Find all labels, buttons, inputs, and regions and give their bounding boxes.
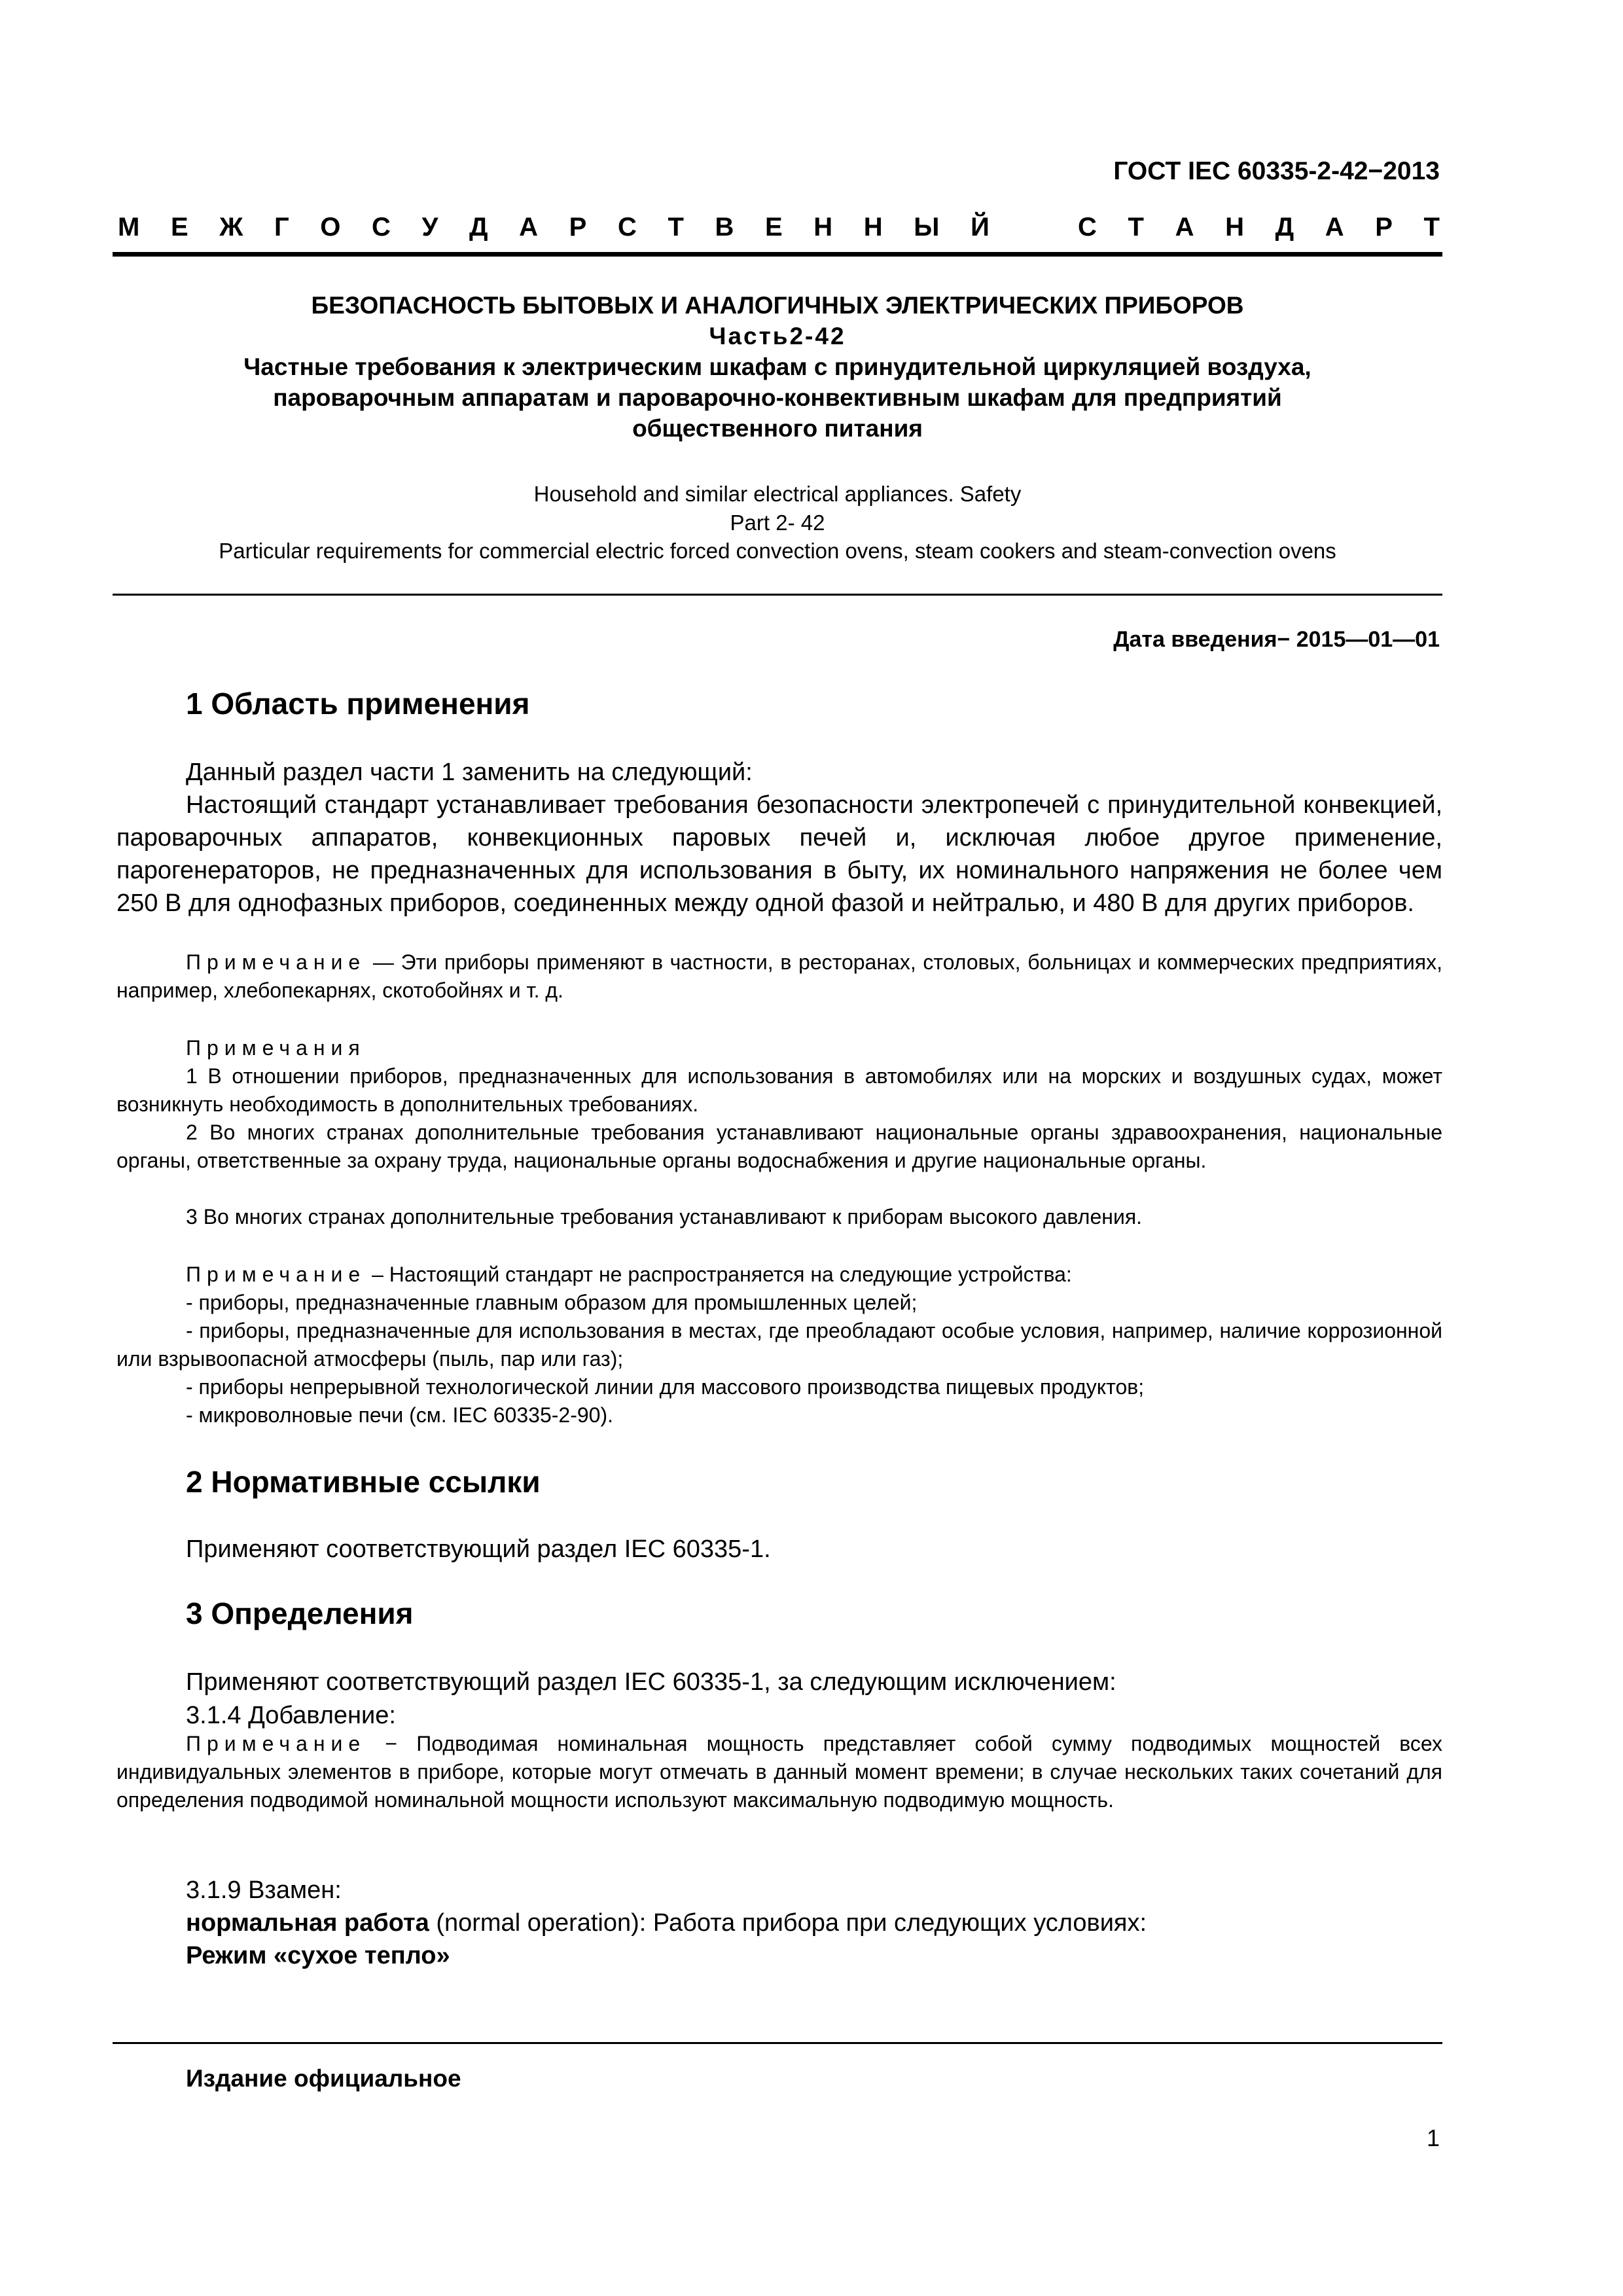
section-3-heading: 3 Определения [186, 1596, 414, 1630]
interstate-letter: М [118, 213, 140, 242]
note-text: – Настоящий стандарт не распространяется на следующие устройства: [366, 1263, 1072, 1286]
interstate-letter: Н [813, 213, 833, 242]
title-en-main: Household and similar electrical appliances. Safety [533, 482, 1022, 506]
exclusion-item: - приборы, предназначенные главным образом для промышленных целей; [186, 1291, 918, 1314]
interstate-letter: Й [971, 213, 990, 242]
note-text: — Эти приборы применяют в частности, в ресторанах, столовых, больницах и коммерческих предприятиях, например, хлебопекарнях, скотобойнях и т. д. [116, 950, 1442, 1002]
title-ru-subtitle-2: пароварочным аппаратам и пароварочно-конвективным шкафам для предприятий [273, 384, 1282, 411]
section-1-replace-line: Данный раздел части 1 заменить на следующий: [186, 759, 753, 786]
standard-letter: Д [1275, 213, 1294, 242]
section-3-item-3-1-9: 3.1.9 Взамен: [186, 1876, 342, 1904]
document-code: ГОСТ IEC 60335-2-42−2013 [1113, 157, 1440, 185]
title-ru-part: Часть2-42 [709, 323, 846, 350]
standard-letter: Р [1375, 213, 1393, 242]
interstate-letter: Е [170, 213, 188, 242]
section-3-text: Применяют соответствующий раздел IEC 60335-1, за следующим исключением: [186, 1668, 1116, 1696]
official-edition-label: Издание официальное [186, 2065, 461, 2092]
title-en-part: Part 2- 42 [730, 511, 825, 535]
interstate-letter: С [372, 213, 391, 242]
header-rule [113, 252, 1442, 257]
interstate-letter: Р [569, 213, 587, 242]
title-rule [113, 594, 1442, 596]
section-3-note [116, 1730, 1442, 1814]
section-1-note-2 [186, 1261, 1442, 1289]
title-ru-subtitle-1: Частные требования к электрическим шкафам с принудительной циркуляцией воздуха, [243, 353, 1311, 380]
section-1-note-1 [116, 948, 1442, 1005]
note-label: Примечание [186, 1732, 366, 1755]
section-1-notes-label: Примечания [186, 1036, 366, 1060]
title-ru-subtitle-3: общественного питания [632, 415, 923, 442]
section-3-term-definition [186, 1907, 1442, 1939]
interstate-standard-heading [118, 213, 1440, 242]
exclusion-item: - микроволновые печи (см. IEC 60335-2-90). [186, 1403, 613, 1427]
interstate-letter: Ж [219, 213, 243, 242]
introduction-date: Дата введения− 2015—01—01 [1113, 627, 1440, 652]
exclusion-item: - приборы, предназначенные для использования в местах, где преобладают особые условия, например, наличие коррозионной или взрывоопасной атмосферы (пыль, пар или газ); [116, 1319, 1442, 1371]
heading-gap [1020, 213, 1046, 242]
note-label: Примечание [186, 950, 366, 974]
section-1-note-item-1: 1 В отношении приборов, предназначенных для использования в автомобилях или на морских и воздушных судах, может возникнуть необходимость в дополнительных требованиях. [116, 1064, 1442, 1116]
interstate-letter: О [320, 213, 341, 242]
note-label: Примечание [186, 1263, 366, 1286]
interstate-letter: Ы [914, 213, 940, 242]
term-rest: (normal operation): Работа прибора при следующих условиях: [429, 1909, 1147, 1937]
standard-letter: Т [1423, 213, 1440, 242]
standard-letter: Т [1128, 213, 1144, 242]
interstate-letter: Н [863, 213, 883, 242]
standard-letter: А [1325, 213, 1344, 242]
section-1-scope-paragraph: Настоящий стандарт устанавливает требования безопасности электропечей с принудительной конвекцией, пароварочных аппаратов, конвекционных паровых печей и, исключая любое другое применение, парогенераторов, не предназначенных для использования в быту, их номинального напряжения не более чем 250 В для однофазных приборов, соединенных между одной фазой и нейтралью, и 480 В для других приборов. [116, 791, 1442, 917]
interstate-letter: Т [668, 213, 684, 242]
section-3-mode: Режим «сухое тепло» [186, 1942, 450, 1969]
section-3-item-3-1-4: 3.1.4 Добавление: [186, 1702, 396, 1729]
interstate-letter: А [519, 213, 539, 242]
section-2-text: Применяют соответствующий раздел IEC 60335-1. [186, 1535, 771, 1563]
interstate-letter: С [617, 213, 637, 242]
section-2-heading: 2 Нормативные ссылки [186, 1465, 541, 1499]
standard-letter: Н [1225, 213, 1244, 242]
footer-rule [113, 2042, 1442, 2044]
page-number: 1 [1426, 2125, 1440, 2151]
interstate-letter: Г [274, 213, 289, 242]
note-text: − Подводимая номинальная мощность представляет собой сумму подводимых мощностей всех индивидуальных элементов в приборе, которые могут отмечать в данный момент времени; в случае нескольких таких сочетаний для определения подводимой номинальной мощности используют максимальную подводимую мощность. [116, 1732, 1442, 1812]
interstate-letter: Е [764, 213, 783, 242]
title-ru-main: БЕЗОПАСНОСТЬ БЫТОВЫХ И АНАЛОГИЧНЫХ ЭЛЕКТРИЧЕСКИХ ПРИБОРОВ [311, 292, 1244, 319]
section-1-note-item-3: 3 Во многих странах дополнительные требования устанавливают к приборам высокого давления. [186, 1205, 1143, 1229]
section-1-note-item-2: 2 Во многих странах дополнительные требования устанавливают национальные органы здравоохранения, национальные органы, ответственные за охрану труда, национальные органы водоснабжения и другие национальные органы. [116, 1121, 1442, 1172]
interstate-letter: Д [469, 213, 488, 242]
title-en-subtitle: Particular requirements for commercial electric forced convection ovens, steam cookers and steam-convection ovens [219, 539, 1336, 563]
term-bold: нормальная работа [186, 1909, 429, 1937]
interstate-letter: У [421, 213, 438, 242]
standard-letter: С [1078, 213, 1097, 242]
interstate-letter: В [715, 213, 734, 242]
section-1-heading: 1 Область применения [186, 687, 530, 721]
standard-letter: А [1175, 213, 1194, 242]
exclusion-item: - приборы непрерывной технологической линии для массового производства пищевых продуктов; [186, 1375, 1145, 1399]
